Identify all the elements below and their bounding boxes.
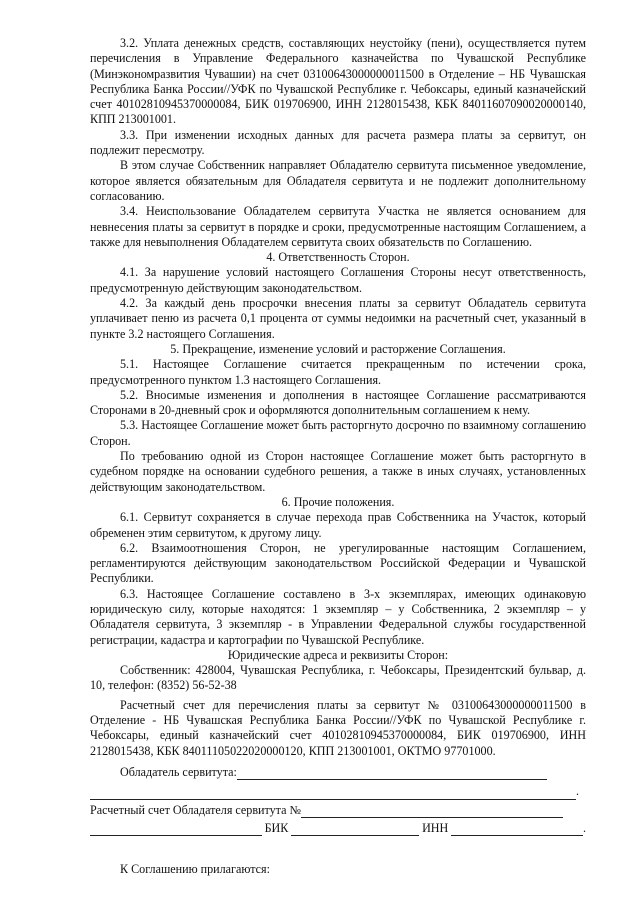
requisites-heading: Юридические адреса и реквизиты Сторон: bbox=[227, 647, 449, 662]
clause-5-1: 5.1. Настоящее Соглашение считается прекращенным по истечении срока, предусмотренного пунктом 1.3 настоящего Соглашения. bbox=[90, 357, 586, 387]
holder-field bbox=[90, 765, 586, 780]
clause-3-3-notice: В этом случае Собственник направляет Обладателю сервитута письменное уведомление, которое является обязательным для Обладателя сервитута и не подлежит дополнительному согласованию. bbox=[90, 158, 586, 203]
attachments-label: К Соглашению прилагаются: bbox=[120, 862, 270, 877]
inn-label: ИНН bbox=[422, 820, 449, 835]
clause-6-3: 6.3. Настоящее Соглашение составлено в 3-х экземплярах, имеющих одинаковую юридическую силу, которые находятся: 1 экземпляр – у Собственника, 2 экземпляр – у Обладателя сервитута, 3 экземпляр - в Управлении Федеральной службы государственной регистрации, кадастра и картографии по Чувашской Республике. bbox=[90, 586, 586, 647]
clause-4-1: 4.1. За нарушение условий настоящего Соглашения Стороны несут ответственность, предусмотренную действующим законодательством. bbox=[90, 265, 586, 295]
document-body bbox=[90, 36, 586, 877]
holder-blank-2[interactable] bbox=[90, 787, 576, 800]
bank-blank[interactable] bbox=[90, 823, 262, 836]
section-4-heading: 4. Ответственность Сторон. bbox=[266, 250, 410, 265]
holder-account-field bbox=[90, 803, 586, 818]
bik-blank[interactable] bbox=[291, 823, 419, 836]
section-5-heading: 5. Прекращение, изменение условий и расторжение Соглашения. bbox=[170, 341, 506, 356]
bik-inn-field: БИК ИНН . bbox=[90, 821, 586, 836]
clause-5-3: 5.3. Настоящее Соглашение может быть расторгнуто досрочно по взаимному соглашению Сторон. bbox=[90, 418, 586, 448]
holder-label: Обладатель сервитута: bbox=[120, 764, 237, 779]
holder-extra-line: . bbox=[90, 784, 586, 799]
clause-3-2: 3.2. Уплата денежных средств, составляющих неустойку (пени), осуществляется путем перечисления в Управление Федерального казначейства по Чувашской Республике (Минэкономразвития Чувашии) на счет 03100643000000011500 в Отделение – НБ Чувашская Республика Банка России//УФК по Чувашской Республике г. Чебоксары, единый казначейский счет 40102810945370000084, БИК 019706900, ИНН 2128015438, КБК 84011607090020000140, КПП 213001001. bbox=[90, 36, 586, 127]
clause-5-3-court: По требованию одной из Сторон настоящее Соглашение может быть расторгнуто в судебном порядке на основании судебного решения, а также в иных случаях, установленных действующим законодательством. bbox=[90, 449, 586, 494]
clause-5-2: 5.2. Вносимые изменения и дополнения в настоящее Соглашение рассматриваются Сторонами в 20-дневный срок и оформляются дополнительным соглашением к нему. bbox=[90, 387, 586, 418]
clause-4-2: 4.2. За каждый день просрочки внесения платы за сервитут Обладатель сервитута уплачивает пеню из расчета 0,1 процента от суммы недоимки на расчетный счет, указанный в пункте 3.2 настоящего Соглашения. bbox=[90, 296, 586, 341]
owner-requisites: Собственник: 428004, Чувашская Республика, г. Чебоксары, Президентский бульвар, д. 10, телефон: (8352) 56-52-38 bbox=[90, 663, 586, 693]
bik-label: БИК bbox=[264, 820, 289, 835]
holder-blank[interactable] bbox=[237, 767, 547, 780]
inn-blank[interactable] bbox=[451, 823, 583, 836]
clause-6-2: 6.2. Взаимоотношения Сторон, не урегулированные настоящим Соглашением, регламентируются действующим законодательством Российской Федерации и Чувашской Республики. bbox=[90, 540, 586, 586]
owner-account: Расчетный счет для перечисления платы за сервитут № 03100643000000011500 в Отделение - НБ Чувашская Республика Банка России//УФК по Чувашской Республике г. Чебоксары, единый казначейский счет 40102810945370000084, БИК 019706900, ИНН 2128015438, КБК 84011105022020000120, КПП 213001001, ОКТМО 97701000. bbox=[90, 697, 586, 758]
clause-3-4: 3.4. Неиспользование Обладателем сервитута Участка не является основанием для невнесения платы за сервитут в порядке и сроки, предусмотренные настоящим Соглашением, а также для невыполнения Обладателем сервитута своих обязательств по Соглашению. bbox=[90, 204, 586, 249]
section-6-heading: 6. Прочие положения. bbox=[281, 494, 395, 509]
holder-account-label: Расчетный счет Обладателя сервитута № bbox=[90, 802, 302, 817]
clause-6-1: 6.1. Сервитут сохраняется в случае перехода прав Собственника на Участок, который обременен этим сервитутом, к другому лицу. bbox=[90, 510, 586, 540]
holder-account-blank[interactable] bbox=[301, 805, 563, 818]
clause-3-3: 3.3. При изменении исходных данных для расчета размера платы за сервитут, он подлежит пересмотру. bbox=[90, 127, 586, 158]
